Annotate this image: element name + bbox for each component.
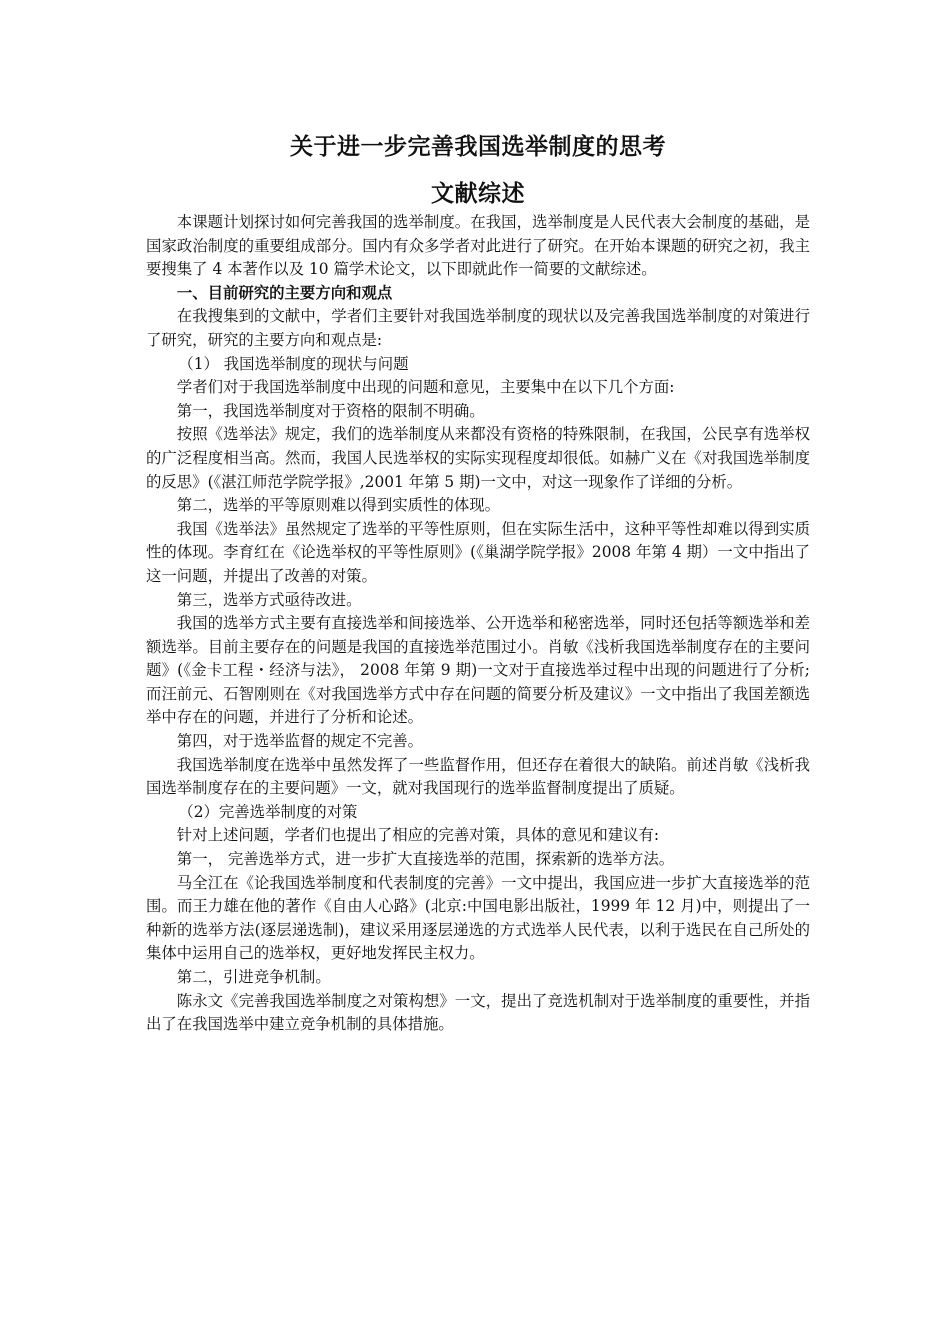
subsection-heading: （2）完善选举制度的对策 (178, 802, 358, 821)
body-paragraph: 学者们对于我国选举制度中出现的问题和意见，主要集中在以下几个方面: (176, 378, 675, 397)
body-paragraph: 在我搜集到的文献中，学者们主要针对我国选举制度的现状以及完善我国选举制度的对策进行了研究，研究的主要方向和观点是: (146, 307, 810, 349)
body-paragraph: 第三，选举方式亟待改进。 (176, 590, 362, 609)
body-paragraph: 第一， 完善选举方式，进一步扩大直接选举的范围，探索新的选举方法。 (176, 850, 675, 869)
document-body (146, 211, 810, 1037)
body-paragraph: 陈永文《完善我国选举制度之对策构想》一文，提出了竞选机制对于选举制度的重要性，并指出了在我国选举中建立竞争机制的具体措施。 (146, 991, 810, 1034)
body-paragraph: 我国《选举法》虽然规定了选举的平等性原则，但在实际生活中，这种平等性却难以得到实质性的体现。李育红在《论选举权的平等性原则》(《巢湖学院学报》2008 年第 4 期）一文中指出了这一问题，并提出了改善的对策。 (146, 519, 810, 585)
body-paragraph: 第二，引进竞争机制。 (176, 968, 331, 986)
document-title: 关于进一步完善我国选举制度的思考 (290, 134, 666, 160)
body-paragraph: 按照《选举法》规定，我们的选举制度从来都没有资格的特殊限制，在我国，公民享有选举权的广泛程度相当高。然而，我国人民选举权的实际实现程度却很低。如赫广义在《对我国选举制度的反思》(《湛江师范学院学报》,2001 年第 5 期)一文中，对这一现象作了详细的分析。 (146, 425, 810, 491)
section-heading: 一、目前研究的主要方向和观点 (176, 283, 393, 302)
document-subtitle: 文献综述 (431, 181, 525, 207)
body-paragraph: 我国选举制度在选举中虽然发挥了一些监督作用，但还存在着很大的缺陷。前述肖敏《浅析我国选举制度存在的主要问题》一文，就对我国现行的选举监督制度提出了质疑。 (146, 755, 810, 798)
body-paragraph: 第一，我国选举制度对于资格的限制不明确。 (176, 401, 485, 420)
body-paragraph: 第二，选举的平等原则难以得到实质性的体现。 (176, 496, 501, 515)
body-paragraph: 第四，对于选举监督的规定不完善。 (176, 732, 424, 751)
body-paragraph: 马全江在《论我国选举制度和代表制度的完善》一文中提出，我国应进一步扩大直接选举的范围。而王力雄在他的著作《自由人心路》(北京:中国电影出版社，1999 年 12 月)中，则提出了一种新的选举方法(逐层递选制)，建议采用逐层递选的方式选举人民代表，以利于选民在自己所处的集体中运用自己的选举权，更好地发挥民主权力。 (146, 873, 810, 963)
body-paragraph: 本课题计划探讨如何完善我国的选举制度。在我国，选举制度是人民代表大会制度的基础，是国家政治制度的重要组成部分。国内有众多学者对此进行了研究。在开始本课题的研究之初，我主要搜集了 4 本著作以及 10 篇学术论文，以下即就此作一简要的文献综述。 (146, 213, 810, 279)
subsection-heading: （1） 我国选举制度的现状与问题 (178, 354, 409, 373)
body-paragraph: 针对上述问题，学者们也提出了相应的完善对策，具体的意见和建议有: (176, 826, 660, 845)
document-page (146, 128, 810, 1037)
body-paragraph: 我国的选举方式主要有直接选举和间接选举、公开选举和秘密选举，同时还包括等额选举和差额选举。目前主要存在的问题是我国的直接选举范围过小。肖敏《浅析我国选举制度存在的主要问题》(《金卡工程・经济与法》， 2008 年第 9 期)一文对于直接选举过程中出现的问题进行了分析;而汪前元、石智刚则在《对我国选举方式中存在问题的简要分析及建议》一文中指出了我国差额选举中存在的问题，并进行了分析和论述。 (146, 614, 810, 727)
